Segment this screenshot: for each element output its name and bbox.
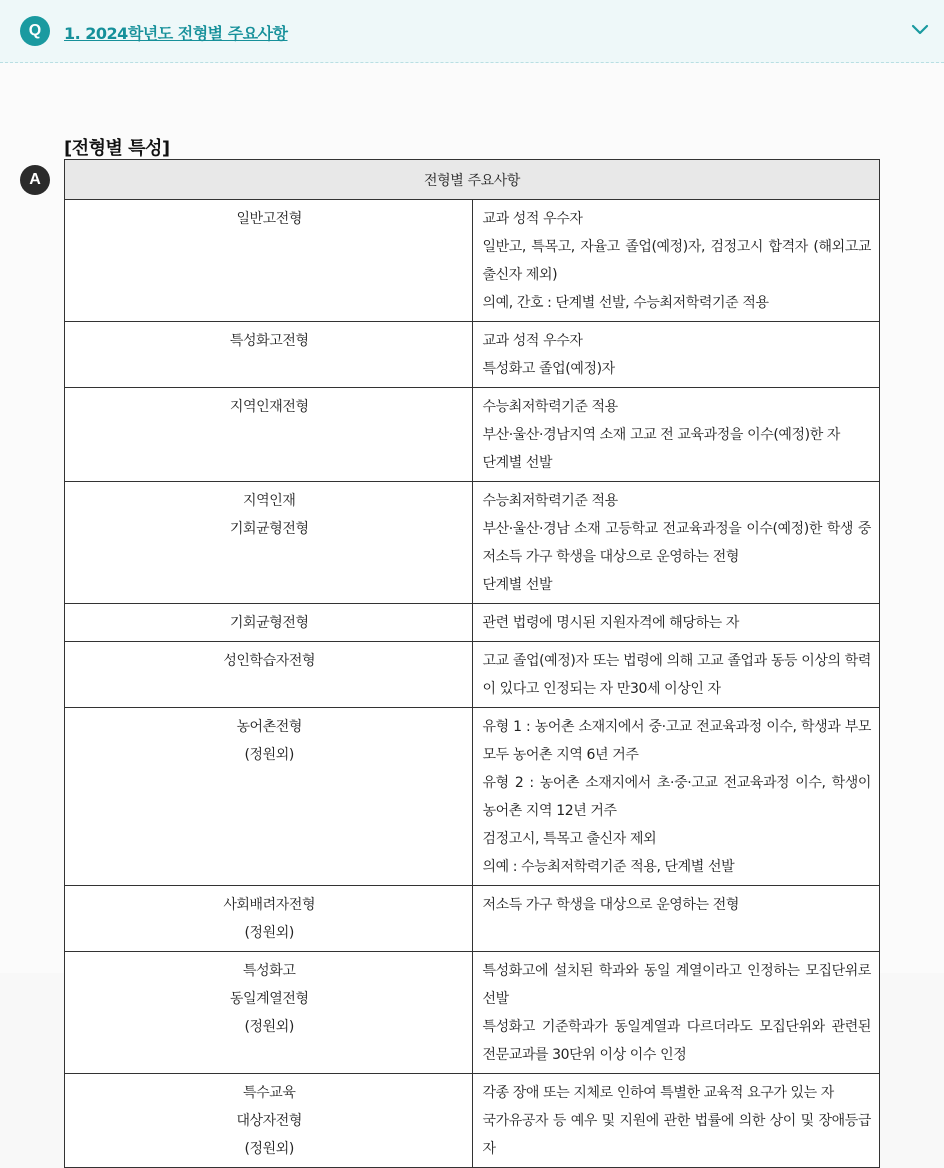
admission-type-label: 특수교육 [243, 1085, 296, 1101]
admission-detail-line: 수능최저학력기준 적용 [482, 399, 618, 415]
admission-type-cell [65, 322, 473, 388]
admission-detail-line: 의예, 간호 : 단계별 선발, 수능최저학력기준 적용 [482, 295, 769, 311]
admission-type-label: (정원외) [244, 1019, 294, 1035]
admission-details-cell [472, 952, 880, 1074]
question-badge: Q [20, 16, 50, 46]
admission-type-label: (정원외) [244, 925, 294, 941]
table-row [65, 604, 880, 642]
admission-type-label: 특성화고전형 [229, 333, 309, 349]
table-row [65, 482, 880, 604]
admission-type-cell [65, 708, 473, 886]
table-row [65, 388, 880, 482]
table-row [65, 886, 880, 952]
admission-details-cell [472, 886, 880, 952]
admission-type-label: 특성화고 [243, 963, 296, 979]
admission-type-label: 성인학습자전형 [223, 653, 316, 669]
table-row [65, 200, 880, 322]
admission-type-cell [65, 642, 473, 708]
admission-detail-line: 각종 장애 또는 지체로 인하여 특별한 교육적 요구가 있는 자 [482, 1085, 834, 1101]
admission-details-cell [472, 322, 880, 388]
admission-detail-line: 유형 1 : 농어촌 소재지에서 중·고교 전교육과정 이수, 학생과 부모 모두 농어촌 지역 6년 거주 [482, 719, 871, 763]
chevron-down-icon[interactable] [910, 20, 930, 40]
admission-details-cell [472, 200, 880, 322]
admission-type-label: 대상자전형 [236, 1113, 303, 1129]
admission-type-cell [65, 886, 473, 952]
admission-type-label: 일반고전형 [236, 211, 303, 227]
admission-detail-line: 단계별 선발 [482, 455, 553, 471]
admission-details-cell [472, 708, 880, 886]
table-row [65, 952, 880, 1074]
admission-detail-line: 교과 성적 우수자 [482, 333, 583, 349]
table-header: 전형별 주요사항 [65, 160, 880, 200]
admission-detail-line: 의예 : 수능최저학력기준 적용, 단계별 선발 [482, 859, 735, 875]
question-title-link[interactable]: 1. 2024학년도 전형별 주요사항 [64, 24, 288, 43]
admission-type-label: (정원외) [244, 747, 294, 763]
admission-type-cell [65, 482, 473, 604]
admission-detail-line: 수능최저학력기준 적용 [482, 493, 618, 509]
admission-type-label: 농어촌전형 [236, 719, 303, 735]
answer-badge: A [20, 165, 50, 195]
admission-types-table [64, 159, 880, 1168]
admission-details-cell [472, 642, 880, 708]
admission-details-cell [472, 388, 880, 482]
admission-detail-line: 고교 졸업(예정)자 또는 법령에 의해 고교 졸업과 동등 이상의 학력이 있다고 인정되는 자 만30세 이상인 자 [482, 653, 871, 697]
admission-type-label: 사회배려자전형 [223, 897, 316, 913]
admission-detail-line: 특성화고에 설치된 학과와 동일 계열이라고 인정하는 모집단위로 선발 [482, 963, 871, 1007]
table-body [65, 200, 880, 1168]
admission-details-cell [472, 482, 880, 604]
admission-detail-line: 특성화고 졸업(예정)자 [482, 361, 615, 377]
admission-detail-line: 저소득 가구 학생을 대상으로 운영하는 전형 [482, 897, 739, 913]
admission-type-cell [65, 1074, 473, 1168]
admission-detail-line: 국가유공자 등 예우 및 지원에 관한 법률에 의한 상이 및 장애등급자 [482, 1113, 871, 1157]
admission-detail-line: 단계별 선발 [482, 577, 553, 593]
admission-type-label: 지역인재 [243, 493, 296, 509]
admission-type-cell [65, 604, 473, 642]
admission-type-cell [65, 200, 473, 322]
admission-type-label: (정원외) [244, 1141, 294, 1157]
faq-answer-panel [0, 63, 944, 1157]
admission-detail-line: 부산·울산·경남 소재 고등학교 전교육과정을 이수(예정)한 학생 중 저소득 가구 학생을 대상으로 운영하는 전형 [482, 521, 871, 565]
admission-detail-line: 특성화고 기준학과가 동일계열과 다르더라도 모집단위와 관련된 전문교과를 30단위 이상 이수 인정 [482, 1019, 871, 1063]
admission-type-cell [65, 952, 473, 1074]
admission-detail-line: 교과 성적 우수자 [482, 211, 583, 227]
table-header-row [65, 160, 880, 200]
admission-detail-line: 일반고, 특목고, 자율고 졸업(예정)자, 검정고시 합격자 (해외고교 출신자 제외) [482, 239, 871, 283]
admission-type-label: 기회균형전형 [229, 615, 309, 631]
admission-type-cell [65, 388, 473, 482]
table-row [65, 1074, 880, 1168]
faq-question-header[interactable] [0, 0, 944, 63]
admission-type-label: 지역인재전형 [229, 399, 309, 415]
admission-detail-line: 유형 2 : 농어촌 소재지에서 초·중·고교 전교육과정 이수, 학생이 농어촌 지역 12년 거주 [482, 775, 871, 819]
admission-details-cell [472, 604, 880, 642]
section-title: [전형별 특성] [64, 138, 170, 159]
table-row [65, 322, 880, 388]
admission-detail-line: 관련 법령에 명시된 지원자격에 해당하는 자 [482, 615, 739, 631]
table-row [65, 708, 880, 886]
table-row [65, 642, 880, 708]
admission-detail-line: 검정고시, 특목고 출신자 제외 [482, 831, 657, 847]
admission-details-cell [472, 1074, 880, 1168]
admission-type-label: 동일계열전형 [229, 991, 309, 1007]
admission-detail-line: 부산·울산·경남지역 소재 고교 전 교육과정을 이수(예정)한 자 [482, 427, 841, 443]
admission-type-label: 기회균형전형 [229, 521, 309, 537]
